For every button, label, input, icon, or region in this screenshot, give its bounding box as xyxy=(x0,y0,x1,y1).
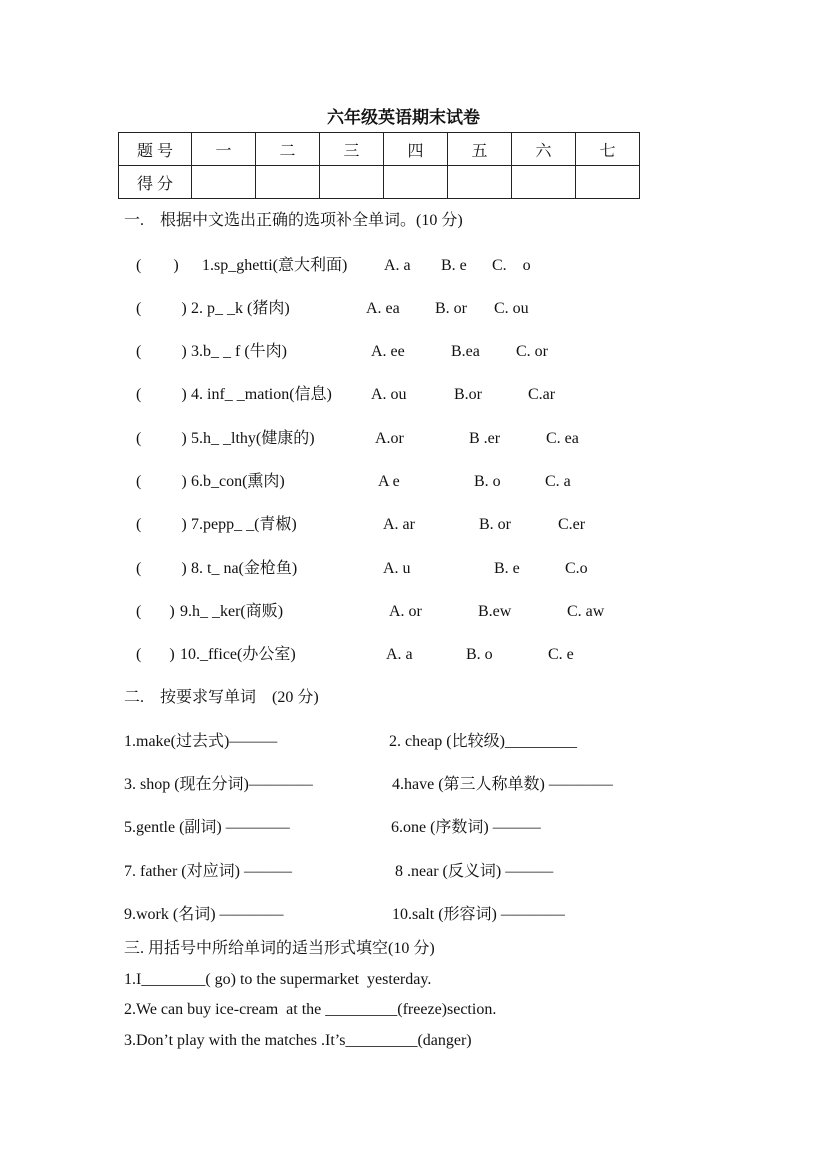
fill-sentence: 2.We can buy ice-cream at the _________(freeze)section. xyxy=(124,1001,497,1018)
fill-sentence: 3.Don’t play with the matches .It’s_________(danger) xyxy=(124,1032,472,1049)
score-cell[interactable] xyxy=(256,166,320,199)
answer-blank[interactable]: ( ) xyxy=(136,430,187,447)
word-task: 7. father (对应词) ——— xyxy=(124,863,292,880)
option-a: A. ar xyxy=(383,516,415,533)
option-c: C. a xyxy=(545,473,571,490)
option-c: C. or xyxy=(516,343,548,360)
option-b: B. e xyxy=(494,560,520,577)
score-table xyxy=(118,132,640,199)
row-label-score: 得 分 xyxy=(119,166,192,199)
score-cell[interactable] xyxy=(576,166,640,199)
word-task: 2. cheap (比较级)_________ xyxy=(389,733,577,750)
section-header-3: 三 xyxy=(320,133,384,166)
option-b: B. e xyxy=(441,257,467,274)
answer-blank[interactable]: ( ) xyxy=(136,257,179,274)
answer-blank[interactable]: ( ) xyxy=(136,343,187,360)
answer-blank[interactable]: ( ) xyxy=(136,473,187,490)
option-a: A. a xyxy=(384,257,411,274)
option-a: A. a xyxy=(386,646,413,663)
option-c: C. e xyxy=(548,646,574,663)
fill-sentence: 1.I________( go) to the supermarket yesterday. xyxy=(124,971,432,988)
option-b: B .er xyxy=(469,430,501,447)
answer-blank[interactable]: ( ) xyxy=(136,516,187,533)
score-table-header-row xyxy=(119,133,640,166)
word-task: 4.have (第三人称单数) ———— xyxy=(392,776,613,793)
question-text: 1.sp_ghetti(意大利面) xyxy=(202,257,348,274)
question-text: 4. inf_ _mation(信息) xyxy=(191,386,332,403)
option-b: B. o xyxy=(474,473,501,490)
option-a: A. or xyxy=(389,603,422,620)
question-text: 7.pepp_ _(青椒) xyxy=(191,516,297,533)
word-task: 1.make(过去式)——— xyxy=(124,733,278,750)
section-header-6: 六 xyxy=(512,133,576,166)
answer-blank[interactable]: ( ) xyxy=(136,603,175,620)
section-header-2: 二 xyxy=(256,133,320,166)
option-b: B.ea xyxy=(451,343,480,360)
question-text: 9.h_ _ker(商贩) xyxy=(180,603,284,620)
option-a: A. ee xyxy=(371,343,405,360)
option-a: A. ou xyxy=(371,386,407,403)
score-cell[interactable] xyxy=(192,166,256,199)
question-text: 3.b_ _ f (牛肉) xyxy=(191,343,287,360)
option-c: C. o xyxy=(492,257,531,274)
option-b: B.or xyxy=(454,386,482,403)
option-a: A. u xyxy=(383,560,411,577)
answer-blank[interactable]: ( ) xyxy=(136,300,187,317)
section-header-7: 七 xyxy=(576,133,640,166)
score-cell[interactable] xyxy=(320,166,384,199)
word-task: 8 .near (反义词) ——— xyxy=(395,863,554,880)
word-task: 3. shop (现在分词)———— xyxy=(124,776,313,793)
option-c: C. ou xyxy=(494,300,529,317)
option-b: B. o xyxy=(466,646,493,663)
row-label-number: 题 号 xyxy=(119,133,192,166)
section2-heading: 二. 按要求写单词 (20 分) xyxy=(124,689,319,706)
section-header-4: 四 xyxy=(384,133,448,166)
section-header-5: 五 xyxy=(448,133,512,166)
option-c: C. ea xyxy=(546,430,579,447)
section1-heading: 一. 根据中文选出正确的选项补全单词。(10 分) xyxy=(124,212,463,229)
option-c: C.er xyxy=(558,516,586,533)
answer-blank[interactable]: ( ) xyxy=(136,560,187,577)
page-title: 六年级英语期末试卷 xyxy=(327,108,480,127)
question-text: 8. t_ na(金枪鱼) xyxy=(191,560,298,577)
option-a: A. ea xyxy=(366,300,400,317)
answer-blank[interactable]: ( ) xyxy=(136,646,175,663)
option-a: A e xyxy=(378,473,400,490)
score-cell[interactable] xyxy=(512,166,576,199)
score-table-score-row xyxy=(119,166,640,199)
option-a: A.or xyxy=(375,430,404,447)
option-c: C.ar xyxy=(528,386,556,403)
question-text: 6.b_con(熏肉) xyxy=(191,473,285,490)
score-cell[interactable] xyxy=(384,166,448,199)
word-task: 6.one (序数词) ——— xyxy=(391,819,541,836)
question-text: 5.h_ _lthy(健康的) xyxy=(191,430,315,447)
option-b: B. or xyxy=(479,516,511,533)
question-text: 10._ffice(办公室) xyxy=(180,646,296,663)
option-c: C. aw xyxy=(567,603,605,620)
question-text: 2. p_ _k (猪肉) xyxy=(191,300,290,317)
option-b: B.ew xyxy=(478,603,512,620)
word-task: 5.gentle (副词) ———— xyxy=(124,819,290,836)
answer-blank[interactable]: ( ) xyxy=(136,386,187,403)
section-header-1: 一 xyxy=(192,133,256,166)
section3-heading: 三. 用括号中所给单词的适当形式填空(10 分) xyxy=(124,940,435,957)
option-c: C.o xyxy=(565,560,588,577)
option-b: B. or xyxy=(435,300,467,317)
score-cell[interactable] xyxy=(448,166,512,199)
word-task: 9.work (名词) ———— xyxy=(124,906,284,923)
word-task: 10.salt (形容词) ———— xyxy=(392,906,565,923)
